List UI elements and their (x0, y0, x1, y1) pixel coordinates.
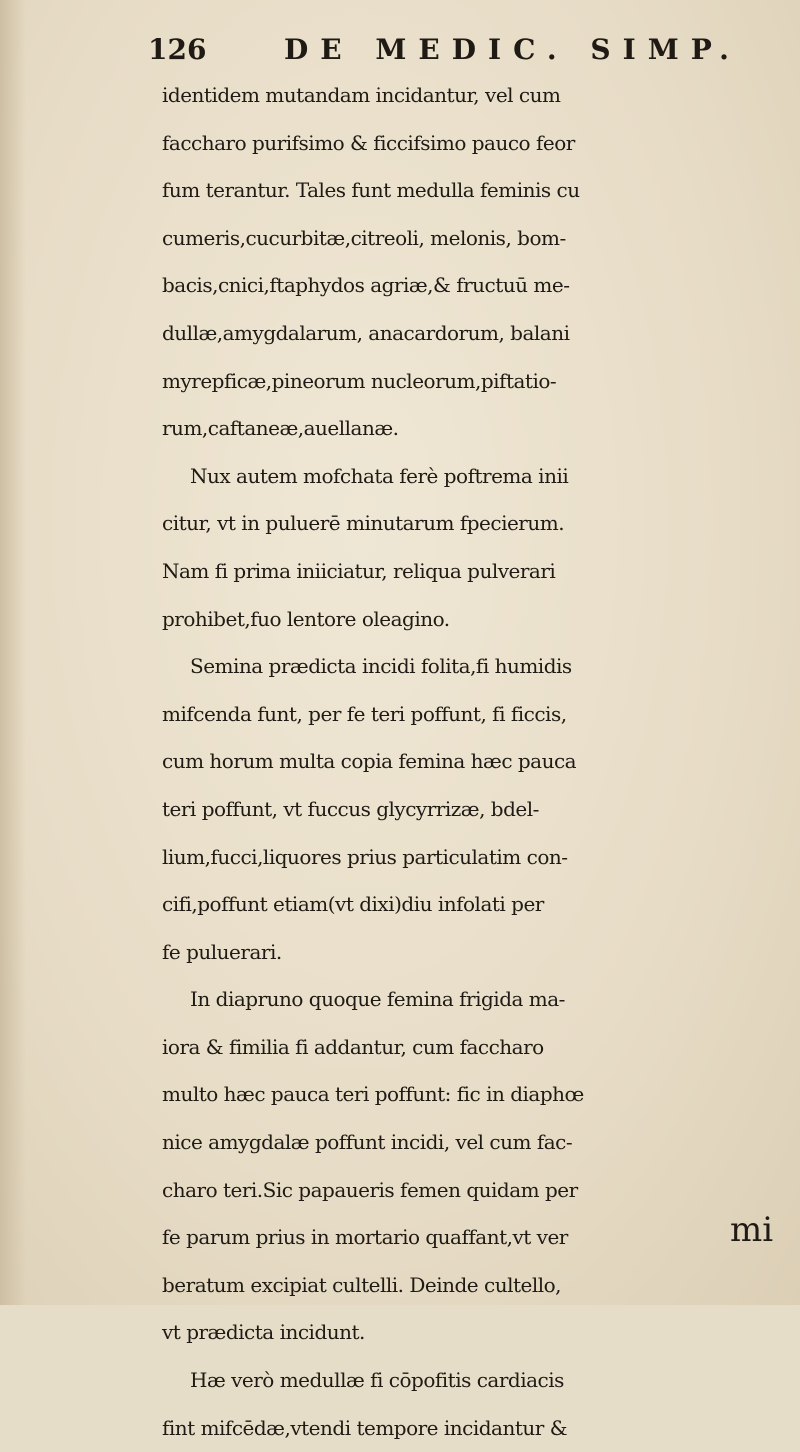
text-line: cumeris,cucurbitæ,citreoli, melonis, bom- (162, 225, 566, 250)
running-title: DE MEDIC. SIMP. (284, 33, 741, 66)
text-line: prohibet,fuo lentore oleagino. (162, 606, 450, 631)
text-line: charo teri.Sic papaueris femen quidam per (162, 1177, 578, 1202)
text-line: citur, vt in puluerē minutarum fpecierum. (162, 511, 565, 536)
text-line: cum horum multa copia femina hæc pauca (162, 749, 577, 774)
text-line: iora & fimilia fi addantur, cum faccharo (162, 1034, 544, 1059)
text-line: fe parum prius in mortario quaffant,vt ver (162, 1225, 568, 1250)
body-text (162, 72, 800, 1452)
text-line: fum terantur. Tales funt medulla feminis cu (162, 178, 580, 203)
text-line: Hæ verò medullæ fi cōpofitis cardiacis (190, 1368, 564, 1393)
text-line: Nux autem mofchata ferè poftrema inii (190, 463, 569, 488)
page-gutter-shadow (0, 0, 26, 1305)
text-line: bacis,cnici,ftaphydos agriæ,& fructuū me- (162, 273, 570, 298)
text-line: cifi,poffunt etiam(vt dixi)diu infolati per (162, 892, 544, 917)
text-line: fe puluerari. (162, 939, 282, 964)
text-line: beratum excipiat cultelli. Deinde cultello, (162, 1272, 562, 1297)
text-line: rum,caftaneæ,auellanæ. (162, 416, 399, 441)
text-line: lium,fucci,liquores prius particulatim con- (162, 844, 568, 869)
text-line: Semina prædicta incidi folita,fi humidis (190, 654, 572, 679)
text-line: vt prædicta incidunt. (162, 1320, 365, 1345)
page-number: 126 (148, 33, 207, 66)
text-line: mifcenda funt, per fe teri poffunt, fi ficcis, (162, 701, 567, 726)
text-line: fint mifcēdæ,vtendi tempore incidantur & (162, 1415, 567, 1440)
running-header (148, 30, 741, 70)
text-line: nice amygdalæ poffunt incidi, vel cum fac- (162, 1130, 573, 1155)
text-line: Nam fi prima iniiciatur, reliqua pulverari (162, 558, 556, 583)
catchword: mi (730, 1210, 774, 1250)
text-line: multo hæc pauca teri poffunt: fic in diaphœ (162, 1082, 584, 1107)
text-line: faccharo purifsimo & ficcifsimo pauco feor (162, 130, 575, 155)
text-line: identidem mutandam incidantur, vel cum (162, 83, 561, 107)
text-line: teri poffunt, vt fuccus glycyrrizæ, bdel- (162, 796, 539, 821)
text-line: In diapruno quoque femina frigida ma- (190, 987, 565, 1012)
text-line: dullæ,amygdalarum, anacardorum, balani (162, 320, 570, 345)
text-line: myrepficæ,pineorum nucleorum,piftatio- (162, 368, 557, 393)
